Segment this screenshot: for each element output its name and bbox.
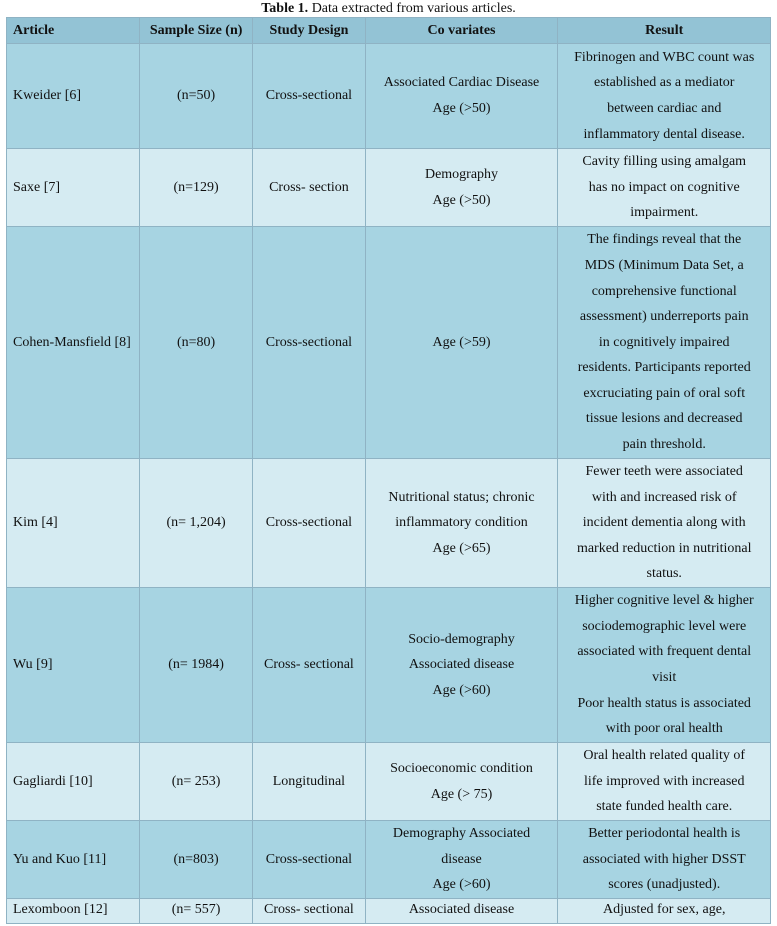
cell-sample-size: (n= 557) [139,899,252,924]
result-line: residents. Participants reported [577,360,751,376]
covariate-line: Age (>59) [432,334,491,350]
cell-study-design: Longitudinal [253,743,365,821]
result-line: state funded health care. [596,799,733,815]
table-row [7,149,771,227]
result-line: Fewer teeth were associated [585,464,743,480]
covariate-line: Associated Cardiac Disease [383,75,540,91]
result-line: tissue lesions and decreased [585,411,743,427]
header-covariates: Co variates [365,18,558,44]
table-row [7,459,771,588]
result-line: associated with higher DSST [582,851,746,867]
covariate-line: Age (>60) [432,877,491,893]
cell-covariates [365,821,558,899]
covariate-line: Demography Associated [392,826,531,842]
cell-covariates [365,44,558,149]
cell-sample-size: (n= 1,204) [139,459,252,588]
result-line: The findings reveal that the [587,232,742,248]
cell-study-design: Cross- sectional [253,588,365,743]
result-line: Poor health status is associated [577,695,751,711]
result-line: pain threshold. [622,437,706,453]
cell-article: Lexomboon [12] [7,899,140,924]
cell-article: Gagliardi [10] [7,743,140,821]
header-result: Result [558,18,771,44]
table-row [7,44,771,149]
cell-sample-size: (n= 253) [139,743,252,821]
cell-result [558,44,771,149]
cell-result [558,227,771,459]
result-line: Cavity filling using amalgam [582,154,747,170]
cell-article: Kim [4] [7,459,140,588]
cell-study-design: Cross- sectional [253,899,365,924]
table-row [7,899,771,924]
table-body [7,44,771,924]
cell-article: Cohen-Mansfield [8] [7,227,140,459]
cell-study-design: Cross-sectional [253,227,365,459]
cell-study-design: Cross-sectional [253,459,365,588]
cell-result [558,743,771,821]
table-caption [0,0,777,17]
covariate-line: Nutritional status; chronic [388,489,535,505]
result-line: scores (unadjusted). [608,877,721,893]
header-sample-size: Sample Size (n) [139,18,252,44]
covariate-line: Socio-demography [408,631,515,647]
result-line: with and increased risk of [591,489,737,505]
result-line: MDS (Minimum Data Set, a [584,257,744,273]
data-table [6,17,771,924]
result-line: life improved with increased [583,773,745,789]
cell-study-design: Cross-sectional [253,821,365,899]
result-line: associated with frequent dental [577,644,752,660]
result-line: Better periodontal health is [588,826,741,842]
cell-article: Kweider [6] [7,44,140,149]
cell-covariates [365,588,558,743]
covariate-line: Associated disease [408,657,515,673]
cell-sample-size: (n= 1984) [139,588,252,743]
cell-sample-size: (n=80) [139,227,252,459]
covariate-line: Age (>65) [432,540,491,556]
header-study-design: Study Design [253,18,365,44]
covariate-line: Age (>50) [432,192,491,208]
result-line: with poor oral health [605,721,723,737]
result-line: comprehensive functional [591,283,737,299]
cell-result [558,459,771,588]
table-row [7,227,771,459]
covariate-line: Associated disease [408,902,515,917]
cell-covariates [365,149,558,227]
covariate-line: Age (> 75) [430,786,493,802]
result-line: assessment) underreports pain [579,309,749,325]
cell-article: Yu and Kuo [11] [7,821,140,899]
cell-result [558,899,771,924]
caption-label: Table 1. [261,1,309,16]
result-line: incident dementia along with [582,515,746,531]
result-line: visit [652,670,677,685]
covariate-line: Age (>60) [432,682,491,698]
result-line: impairment. [630,205,699,221]
cell-covariates [365,227,558,459]
result-line: sociodemographic level were [582,618,747,634]
cell-sample-size: (n=129) [139,149,252,227]
cell-covariates [365,899,558,924]
covariate-line: Age (>50) [432,101,491,116]
cell-sample-size: (n=50) [139,44,252,149]
table-row [7,588,771,743]
result-line: Adjusted for sex, age, [602,902,726,917]
caption-text: Data extracted from various articles. [308,1,516,16]
table-row [7,821,771,899]
cell-result [558,149,771,227]
cell-result [558,821,771,899]
covariate-line: Socioeconomic condition [390,760,533,776]
header-row [7,18,771,44]
result-line: between cardiac and [607,101,722,116]
cell-sample-size: (n=803) [139,821,252,899]
result-line: excruciating pain of oral soft [583,385,746,401]
cell-covariates [365,743,558,821]
covariate-line: inflammatory condition [395,515,528,531]
result-line: Fibrinogen and WBC count was [574,49,755,65]
result-line: has no impact on cognitive [588,179,740,195]
result-line: inflammatory dental disease. [583,126,745,142]
cell-article: Wu [9] [7,588,140,743]
cell-covariates [365,459,558,588]
header-article: Article [7,18,140,44]
result-line: Higher cognitive level & higher [574,593,754,609]
result-line: marked reduction in nutritional [576,540,752,556]
covariate-line: Demography [424,166,499,182]
covariate-line: disease [441,851,482,867]
cell-article: Saxe [7] [7,149,140,227]
cell-study-design: Cross-sectional [253,44,365,149]
cell-result [558,588,771,743]
result-line: in cognitively impaired [598,334,730,350]
result-line: status. [646,566,682,582]
result-line: Oral health related quality of [583,748,746,764]
table-row [7,743,771,821]
result-line: established as a mediator [594,75,735,91]
cell-study-design: Cross- section [253,149,365,227]
